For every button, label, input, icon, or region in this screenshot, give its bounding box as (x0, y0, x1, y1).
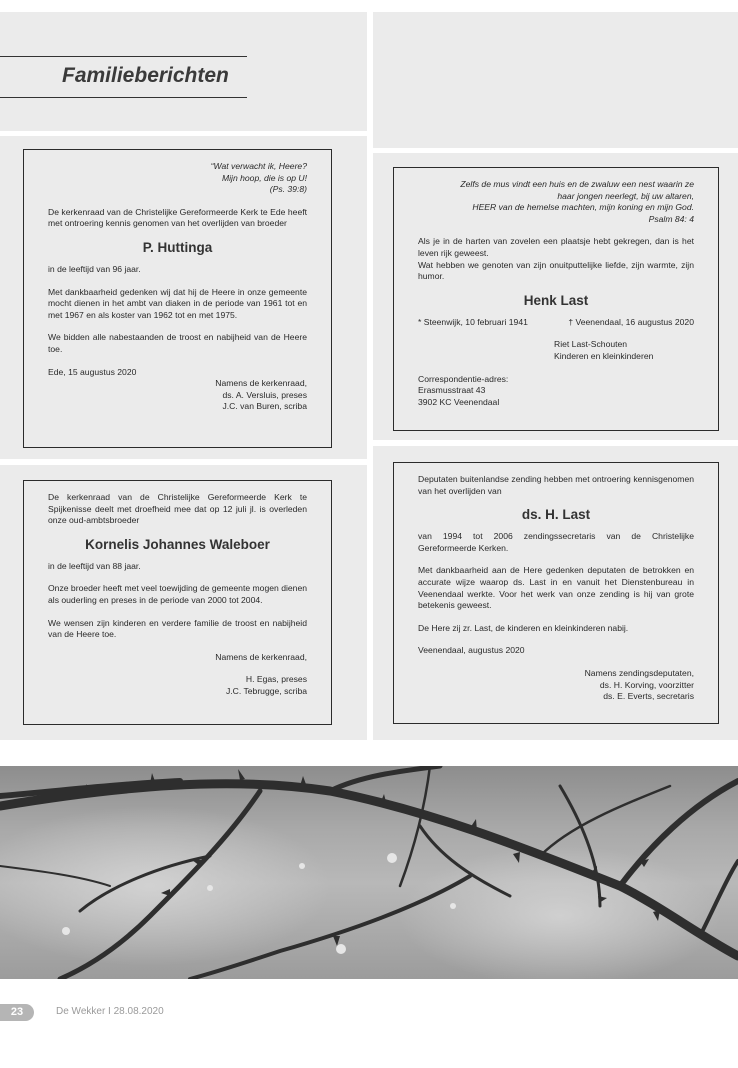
page-title: Familieberichten (62, 64, 229, 87)
death-date: † Veenendaal, 16 augustus 2020 (568, 316, 694, 327)
notice-paragraph: De Here zij zr. Last, de kinderen en kleinkinderen nabij. (418, 622, 629, 633)
notice-paragraph: Als je in de harten van zovelen een plaatsje hebt gekregen, dan is het leven rijk geweest. (418, 236, 694, 258)
notice-henk-last (393, 167, 719, 431)
notice-waleboer (23, 480, 332, 725)
title-rule-bottom (0, 97, 247, 98)
notice-paragraph: Met dankbaarheid gedenken wij dat hij de Heere in onze gemeente mocht dienen in het ambt van diaken in de periode van 1961 tot en met 1967 en als koster van 1962 tot en met 1975. (48, 286, 307, 320)
signature (48, 674, 307, 697)
quote-line: Zelfs de mus vindt een huis en de zwaluw een nest waarin ze (460, 179, 694, 189)
notice-intro: De kerkenraad van de Christelijke Gereformeerde Kerk te Ede heeft met ontroering kennis genomen van het overlijden van broeder (48, 206, 307, 229)
signature-line: Namens de kerkenraad, (215, 378, 307, 389)
page-number-badge: 23 (0, 1004, 34, 1021)
notice-intro: Deputaten buitenlandse zending hebben met ontroering kennisgenomen van het overlijden van (418, 474, 694, 496)
quote-reference: (Ps. 39:8) (269, 184, 307, 195)
notice-huttinga (23, 149, 332, 448)
quote-line: HEER van de hemelse machten, mijn koning en mijn God. (472, 202, 694, 213)
publication-info: De Wekker I 28.08.2020 (56, 1006, 164, 1017)
bible-quote (48, 161, 307, 196)
life-dates (418, 317, 694, 329)
signature-line: J.C. van Buren, scriba (222, 401, 307, 412)
correspondence-address (418, 374, 694, 409)
notice-paragraph: Wat hebben we genoten van zijn onuitputtelijke liefde, zijn warmte, zijn humor. (418, 259, 694, 282)
address-line: Correspondentie-adres: (418, 373, 509, 384)
signature-line: ds. A. Versluis, preses (222, 389, 307, 400)
thorn-branches-illustration (0, 766, 738, 979)
quote-line: Mijn hoop, die is op U! (221, 172, 307, 183)
family-line: Riet Last-Schouten (554, 339, 628, 350)
deceased-name: P. Huttinga (142, 239, 213, 255)
deceased-name: ds. H. Last (521, 507, 591, 523)
notice-paragraph: We wensen zijn kinderen en verdere familie de troost en nabijheid van de Heere toe. (48, 617, 307, 640)
place-date: Veenendaal, augustus 2020 (418, 645, 525, 656)
family-line: Kinderen en kleinkinderen (554, 350, 654, 361)
age-line: in de leeftijd van 88 jaar. (48, 560, 141, 571)
place-date: Ede, 15 augustus 2020 (48, 366, 137, 377)
age-line: in de leeftijd van 96 jaar. (48, 263, 141, 274)
notice-ds-last (393, 462, 719, 724)
address-line: Erasmusstraat 43 (418, 385, 486, 396)
signature-line: ds. H. Korving, voorzitter (599, 679, 694, 690)
birth-date: * Steenwijk, 10 februari 1941 (418, 316, 528, 327)
quote-line: haar jongen neerlegt, bij uw altaren, (557, 190, 694, 201)
signature-line: ds. E. Everts, secretaris (603, 691, 694, 702)
notice-intro: De kerkenraad van de Christelijke Gereformeerde Kerk te Spijkenisse deelt met droefheid mee dat op 12 juli jl. is overleden onze oud-ambtsbroeder (48, 492, 307, 526)
signature-line: J.C. Tebrugge, scriba (225, 685, 307, 696)
bible-quote (418, 179, 694, 225)
signature-heading: Namens de kerkenraad, (215, 651, 307, 662)
signature (48, 378, 307, 413)
notice-paragraph: We bidden alle nabestaanden de troost en nabijheid van de Heere toe. (48, 332, 307, 354)
title-rule-top (0, 56, 247, 57)
thorn-branches-photo (0, 766, 738, 979)
signature (418, 668, 694, 703)
address-line: 3902 KC Veenendaal (418, 396, 500, 407)
notice-paragraph: van 1994 tot 2006 zendingssecretaris van de Christelijke Gereformeerde Kerken. (418, 531, 694, 553)
signature-line: Namens zendingsdeputaten, (584, 667, 694, 678)
family-names (554, 339, 694, 362)
quote-reference: Psalm 84: 4 (648, 213, 694, 224)
notice-paragraph: Onze broeder heeft met veel toewijding de gemeente mogen dienen als ouderling en preses in de periode van 2000 tot 2004. (48, 583, 307, 605)
quote-line: “Wat verwacht ik, Heere? (210, 161, 307, 171)
signature-line: H. Egas, preses (245, 674, 307, 685)
deceased-name: Kornelis Johannes Waleboer (85, 536, 270, 552)
deceased-name: Henk Last (523, 292, 589, 308)
panel-header-right (373, 12, 738, 148)
notice-paragraph: Met dankbaarheid aan de Here gedenken deputaten de betrokken en accurate wijze waarop ds. Last in en vanuit het Dienstenbureau in Veenendaal werkte. Voor het werk van onze zending is hij van grote betekenis geweest. (418, 565, 694, 611)
